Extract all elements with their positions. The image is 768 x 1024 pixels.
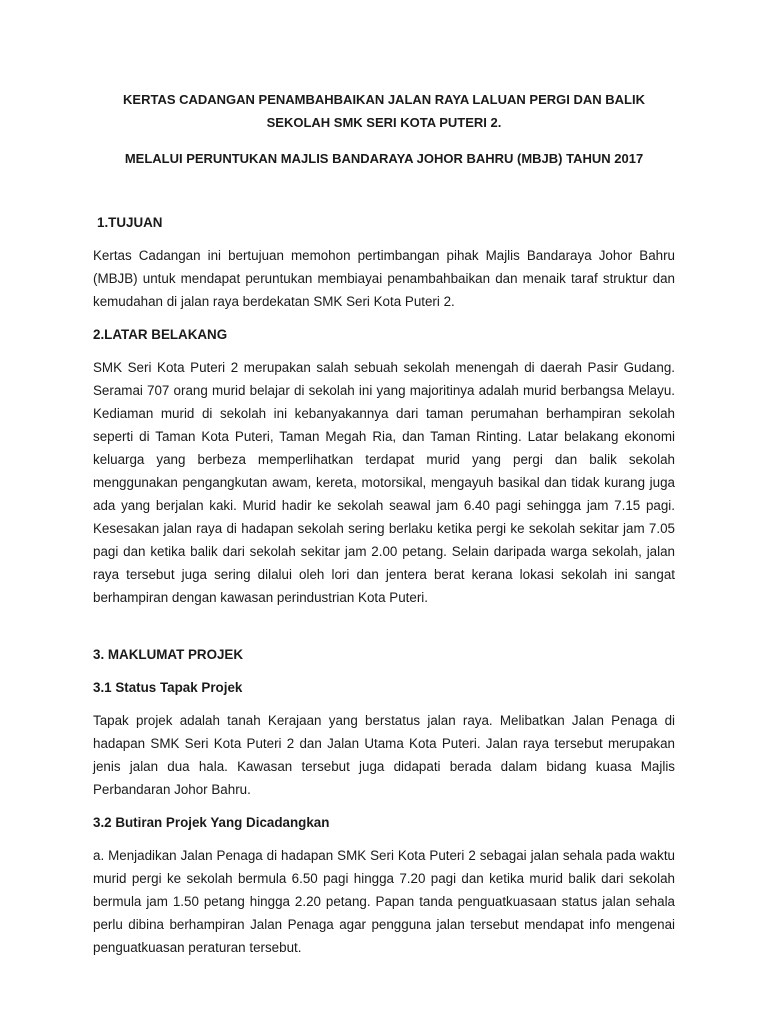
section-text-latar-belakang: SMK Seri Kota Puteri 2 merupakan salah sebuah sekolah menengah di daerah Pasir Gudang. Seramai 707 orang murid belajar di sekolah ini yang majoritinya adalah murid berbangsa Melayu. Kediaman murid di sekolah ini kebanyakannya dari taman perumahan berhampiran sekolah seperti di Taman Kota Puteri, Taman Megah Ria, dan Taman Rinting. Latar belakang ekonomi keluarga yang berbeza memperlihatkan terdapat murid yang pergi dan balik sekolah menggunakan pengangkutan awam, kereta, motorsikal, mengayuh basikal dan tidak kurang juga ada yang berjalan kaki. Murid hadir ke sekolah seawal jam 6.40 pagi sehingga jam 7.15 pagi. Kesesakan jalan raya di hadapan sekolah sering berlaku ketika pergi ke sekolah sekitar jam 7.05 pagi dan ketika balik dari sekolah sekitar jam 2.00 petang. Selain daripada warga sekolah, jalan raya tersebut juga sering dilalui oleh lori dan jentera berat kerana lokasi sekolah ini sangat berhampiran dengan kawasan perindustrian Kota Puteri.: [93, 360, 675, 605]
subsection-heading-status-tapak: 3.1 Status Tapak Projek: [93, 680, 243, 695]
document-page: [93, 88, 675, 959]
section-heading-tujuan: 1.TUJUAN: [97, 215, 163, 230]
subsection-heading-butiran-projek: 3.2 Butiran Projek Yang Dicadangkan: [93, 815, 330, 830]
document-title: KERTAS CADANGAN PENAMBAHBAIKAN JALAN RAYA LALUAN PERGI DAN BALIK SEKOLAH SMK SERI KOTA PUTERI 2.: [123, 92, 645, 130]
document-subtitle: MELALUI PERUNTUKAN MAJLIS BANDARAYA JOHOR BAHRU (MBJB) TAHUN 2017: [124, 151, 644, 166]
section-heading-maklumat-projek: 3. MAKLUMAT PROJEK: [93, 647, 244, 662]
subsection-text-butiran-projek: a. Menjadikan Jalan Penaga di hadapan SMK Seri Kota Puteri 2 sebagai jalan sehala pada waktu murid pergi ke sekolah bermula 6.50 pagi hingga 7.20 pagi dan ketika murid balik dari sekolah bermula jam 1.50 petang hingga 2.20 petang. Papan tanda penguatkuasaan status jalan sehala perlu dibina berhampiran Jalan Penaga agar pengguna jalan tersebut mendapat info mengenai penguatkuasan peraturan tersebut.: [93, 848, 675, 955]
section-heading-latar-belakang: 2.LATAR BELAKANG: [93, 327, 228, 342]
subsection-text-status-tapak: Tapak projek adalah tanah Kerajaan yang berstatus jalan raya. Melibatkan Jalan Penaga di hadapan SMK Seri Kota Puteri 2 dan Jalan Utama Kota Puteri. Jalan raya tersebut merupakan jenis jalan dua hala. Kawasan tersebut juga didapati berada dalam bidang kuasa Majlis Perbandaran Johor Bahru.: [93, 713, 675, 797]
section-text-tujuan: Kertas Cadangan ini bertujuan memohon pertimbangan pihak Majlis Bandaraya Johor Bahru (MBJB) untuk mendapat peruntukan membiayai penambahbaikan dan menaik taraf struktur dan kemudahan di jalan raya berdekatan SMK Seri Kota Puteri 2.: [93, 248, 675, 309]
